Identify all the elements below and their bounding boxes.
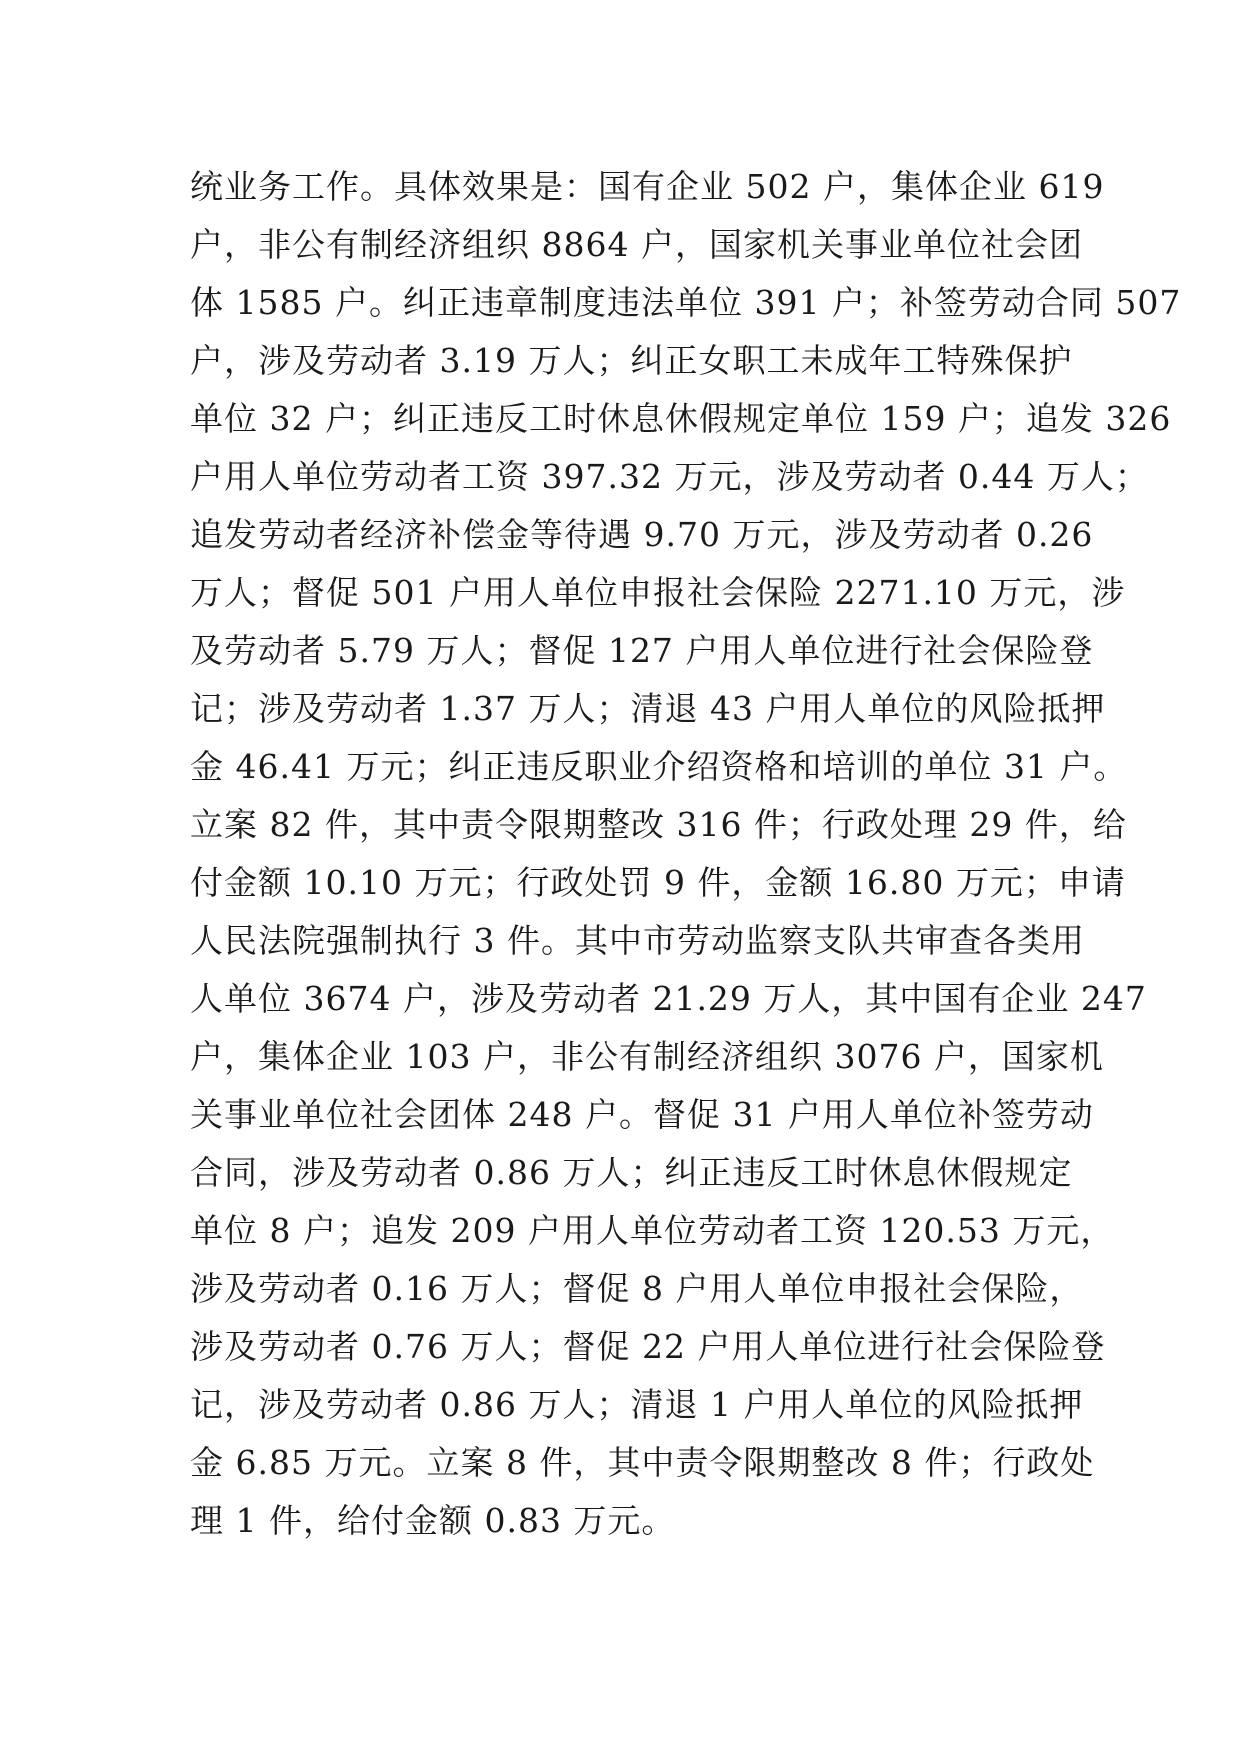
text-line-7: 追发劳动者经济补偿金等待遇 9.70 万元，涉及劳动者 0.26 (190, 515, 1094, 554)
text-line-19: 单位 8 户；追发 209 户用人单位劳动者工资 120.53 万元， (190, 1211, 1115, 1250)
text-line-2: 户，非公有制经济组织 8864 户，国家机关事业单位社会团 (190, 225, 1083, 264)
text-line-3: 体 1585 户。纠正违章制度违法单位 391 户；补签劳动合同 507 (190, 283, 1182, 322)
text-line-15: 人单位 3674 户，涉及劳动者 21.29 万人，其中国有企业 247 (190, 979, 1147, 1018)
text-line-10: 记；涉及劳动者 1.37 万人；清退 43 户用人单位的风险抵押 (190, 689, 1106, 728)
text-line-4: 户，涉及劳动者 3.19 万人；纠正女职工未成年工特殊保护 (190, 341, 1073, 380)
text-line-12: 立案 82 件，其中责令限期整改 316 件；行政处理 29 件，给 (190, 805, 1127, 844)
text-line-14: 人民法院强制执行 3 件。其中市劳动监察支队共审查各类用 (190, 921, 1085, 960)
text-line-16: 户，集体企业 103 户，非公有制经济组织 3076 户，国家机 (190, 1037, 1104, 1076)
text-line-20: 涉及劳动者 0.16 万人；督促 8 户用人单位申报社会保险， (190, 1269, 1084, 1308)
text-line-24: 理 1 件，给付金额 0.83 万元。 (190, 1501, 676, 1540)
text-line-1: 统业务工作。具体效果是：国有企业 502 户，集体企业 619 (190, 167, 1105, 206)
text-line-5: 单位 32 户；纠正违反工时休息休假规定单位 159 户；追发 326 (190, 399, 1172, 438)
text-line-17: 关事业单位社会团体 248 户。督促 31 户用人单位补签劳动 (190, 1095, 1094, 1134)
text-line-22: 记，涉及劳动者 0.86 万人；清退 1 户用人单位的风险抵押 (190, 1385, 1084, 1424)
text-line-6: 户用人单位劳动者工资 397.32 万元，涉及劳动者 0.44 万人； (190, 457, 1149, 496)
text-line-13: 付金额 10.10 万元；行政处罚 9 件，金额 16.80 万元；申请 (190, 863, 1126, 902)
text-line-18: 合同，涉及劳动者 0.86 万人；纠正违反工时休息休假规定 (190, 1153, 1073, 1192)
text-line-8: 万人；督促 501 户用人单位申报社会保险 2271.10 万元，涉 (190, 573, 1126, 612)
text-line-11: 金 46.41 万元；纠正违反职业介绍资格和培训的单位 31 户。 (190, 747, 1128, 786)
text-line-23: 金 6.85 万元。立案 8 件，其中责令限期整改 8 件；行政处 (190, 1443, 1095, 1482)
body-paragraph (190, 158, 1182, 1550)
text-line-21: 涉及劳动者 0.76 万人；督促 22 户用人单位进行社会保险登 (190, 1327, 1106, 1366)
text-line-9: 及劳动者 5.79 万人；督促 127 户用人单位进行社会保险登 (190, 631, 1094, 670)
